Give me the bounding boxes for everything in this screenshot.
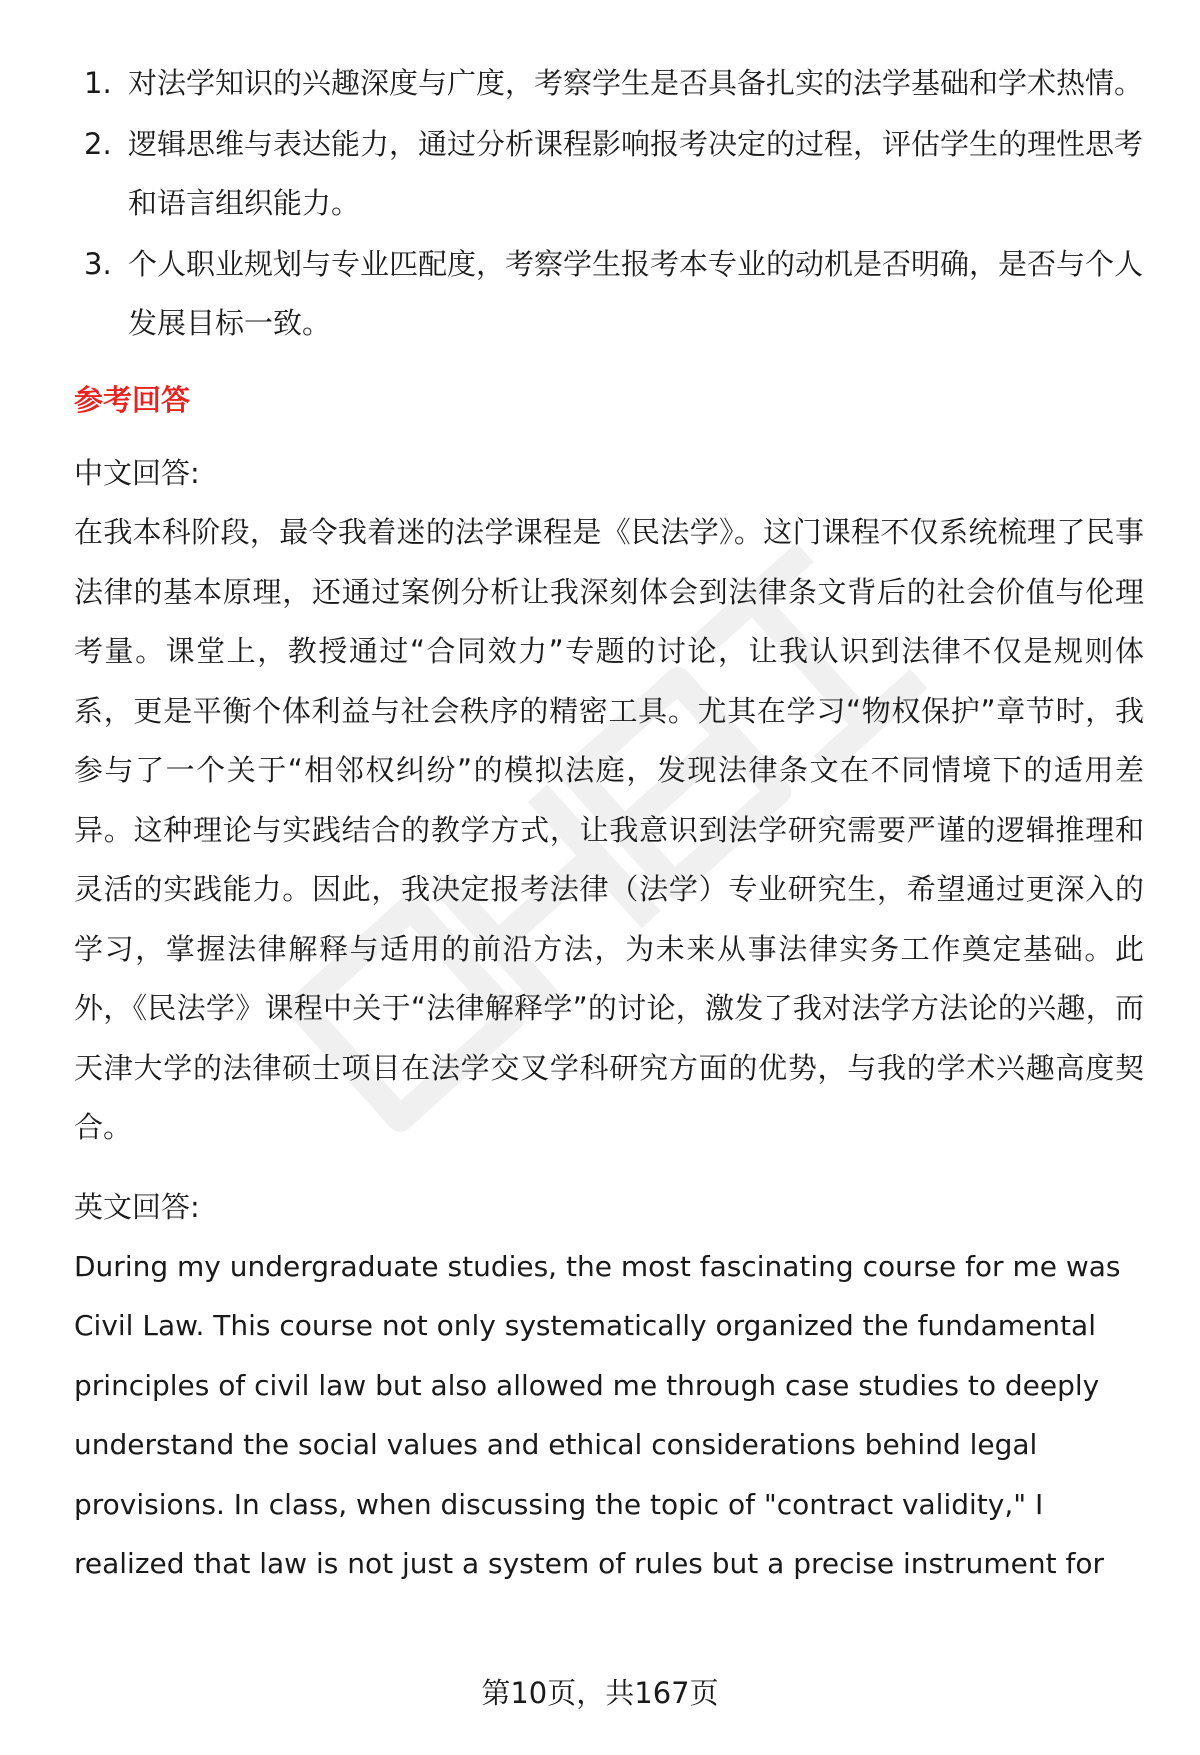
list-item-text: 个人职业规划与专业匹配度，考察学生报考本专业的动机是否明确，是否与个人发展目标一致。 [128, 247, 1144, 340]
list-item-text: 对法学知识的兴趣深度与广度，考察学生是否具备扎实的法学基础和学术热情。 [128, 66, 1144, 100]
list-number: 2. [84, 127, 112, 161]
page-number: 第10页，共167页 [481, 1676, 719, 1710]
list-item-text: 逻辑思维与表达能力，通过分析课程影响报考决定的过程，评估学生的理性思考和语言组织能力。 [128, 127, 1144, 220]
list-number: 1. [84, 66, 112, 100]
main-content [74, 54, 1144, 1594]
list-number: 3. [84, 247, 112, 281]
list-item [74, 235, 1144, 353]
reference-answer-heading: 参考回答 [74, 383, 191, 417]
criteria-list [74, 54, 1144, 353]
english-answer-label: 英文回答: [74, 1189, 200, 1224]
list-item [74, 115, 1144, 233]
chinese-answer-label: 中文回答: [74, 456, 200, 490]
english-answer-text: During my undergraduate studies, the most fascinating course for me was Civil Law. This course not only systematically organized the fundamental principles of civil law but also allowed me through case studies to deeply understand the social values and ethical considerations behind legal provisions. In class, when discussing the topic of "contract validity," I realized that law is not just a system of rules but a precise instrument for [74, 1249, 1121, 1580]
chinese-answer-text: 在我本科阶段，最令我着迷的法学课程是《民法学》。这门课程不仅系统梳理了民事法律的基本原理，还通过案例分析让我深刻体会到法律条文背后的社会价值与伦理考量。课堂上，教授通过“合同效力”专题的讨论，让我认识到法律不仅是规则体系，更是平衡个体利益与社会秩序的精密工具。尤其在学习“物权保护”章节时，我参与了一个关于“相邻权纠纷”的模拟法庭，发现法律条文在不同情境下的适用差异。这种理论与实践结合的教学方式，让我意识到法学研究需要严谨的逻辑推理和灵活的实践能力。因此，我决定报考法律（法学）专业研究生，希望通过更深入的学习，掌握法律解释与适用的前沿方法，为未来从事法律实务工作奠定基础。此外，《民法学》课程中关于“法律解释学”的讨论，激发了我对法学方法论的兴趣，而天津大学的法律硕士项目在法学交叉学科研究方面的优势，与我的学术兴趣高度契合。 [74, 515, 1144, 1144]
list-item [74, 54, 1144, 113]
